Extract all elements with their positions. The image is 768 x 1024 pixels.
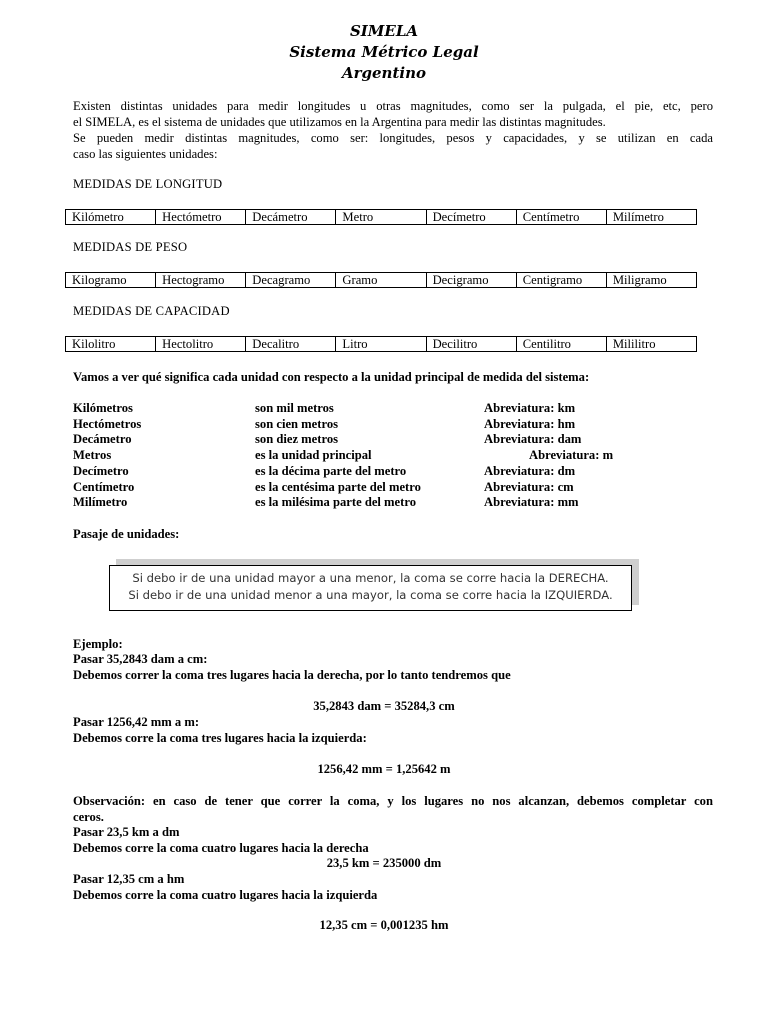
definition-meaning: es la centésima parte del metro: [255, 479, 421, 494]
definition-meaning: es la unidad principal: [255, 448, 372, 463]
definition-unit: Milímetro: [73, 495, 128, 510]
example-1-task: Pasar 35,2843 dam a cm:: [73, 652, 208, 666]
example-3-result: 23,5 km = 235000 dm: [326, 856, 442, 870]
unit-cell: Decagramo: [246, 273, 336, 288]
intro-line: Se pueden medir distintas magnitudes, como ser: longitudes, pesos y capacidades, y se utilizan en cada: [73, 131, 713, 145]
definition-unit: Hectómetros: [73, 416, 142, 431]
unit-cell: Centigramo: [516, 273, 606, 288]
observation-line: Observación: en caso de tener que correr la coma, y los lugares no nos alcanzan, debemos completar con: [73, 794, 713, 808]
unit-cell: Kilolitro: [66, 337, 156, 352]
unit-cell: Centilitro: [516, 337, 606, 352]
definition-abbr: Abreviatura: m: [529, 448, 614, 463]
intro-paragraph: [73, 98, 713, 162]
example-2-result: 1256,42 mm = 1,25642 m: [317, 762, 451, 776]
table-capacidad: [65, 336, 697, 352]
definition-unit: Metros: [73, 448, 112, 463]
rule-line-1: Si debo ir de una unidad mayor a una menor, la coma se corre hacia la DERECHA.: [132, 571, 609, 585]
unit-cell: Decalitro: [246, 337, 336, 352]
definition-abbr: Abreviatura: dm: [484, 463, 576, 478]
example-2-instruction: Debemos corre la coma tres lugares hacia la izquierda:: [73, 731, 367, 745]
example-3-task: Pasar 23,5 km a dm: [73, 825, 180, 839]
unit-cell: Kilómetro: [66, 210, 156, 225]
table-peso: [65, 272, 697, 288]
rule-box: [109, 565, 632, 611]
example-label: Ejemplo:: [73, 637, 123, 651]
intro-line: Existen distintas unidades para medir longitudes u otras magnitudes, como ser la pulgada, el pie, etc, pero: [73, 99, 713, 113]
definition-unit: Decámetro: [73, 432, 132, 447]
definition-unit: Centímetro: [73, 479, 135, 494]
title-line-1: SIMELA: [349, 22, 419, 40]
definition-abbr: Abreviatura: cm: [484, 479, 574, 494]
example-4-result: 12,35 cm = 0,001235 hm: [319, 918, 449, 932]
example-4-instruction: Debemos corre la coma cuatro lugares hacia la izquierda: [73, 888, 378, 902]
definition-meaning: son cien metros: [255, 416, 339, 431]
unit-cell: Centímetro: [516, 210, 606, 225]
unit-cell: Hectómetro: [156, 210, 246, 225]
definition-unit: Decímetro: [73, 463, 129, 478]
definition-meaning: es la décima parte del metro: [255, 463, 407, 478]
intro-line: caso las siguientes unidades:: [73, 147, 218, 161]
example-2-task: Pasar 1256,42 mm a m:: [73, 715, 200, 729]
definition-meaning: son mil metros: [255, 401, 334, 415]
heading-capacidad: MEDIDAS DE CAPACIDAD: [73, 304, 230, 318]
unit-cell: Decilitro: [426, 337, 516, 352]
unit-cell: Kilogramo: [66, 273, 156, 288]
rule-line-2: Si debo ir de una unidad menor a una mayor, la coma se corre hacia la IZQUIERDA.: [128, 588, 613, 602]
unit-cell: Metro: [336, 210, 426, 225]
example-3-instruction: Debemos corre la coma cuatro lugares hacia la derecha: [73, 841, 369, 855]
unit-cell: Hectolitro: [156, 337, 246, 352]
unit-cell: Milímetro: [606, 210, 696, 225]
unit-cell: Decigramo: [426, 273, 516, 288]
pasaje-heading: Pasaje de unidades:: [73, 527, 180, 541]
title-line-3: Argentino: [341, 64, 427, 82]
definition-meaning: son diez metros: [255, 432, 339, 447]
observation-line: ceros.: [73, 810, 104, 824]
definition-abbr: Abreviatura: hm: [484, 416, 576, 431]
heading-longitud: MEDIDAS DE LONGITUD: [73, 177, 223, 191]
unit-cell: Miligramo: [606, 273, 696, 288]
unit-cell: Decámetro: [246, 210, 336, 225]
unit-cell: Hectogramo: [156, 273, 246, 288]
example-1-instruction: Debemos correr la coma tres lugares hacia la derecha, por lo tanto tendremos que: [73, 668, 511, 682]
meaning-intro: Vamos a ver qué significa cada unidad con respecto a la unidad principal de medida del sistema:: [73, 370, 590, 384]
unit-cell: Mililitro: [606, 337, 696, 352]
unit-cell: Litro: [336, 337, 426, 352]
definition-abbr: Abreviatura: km: [484, 401, 576, 415]
unit-cell: Gramo: [336, 273, 426, 288]
title-line-2: Sistema Métrico Legal: [289, 43, 479, 61]
example-1-result: 35,2843 dam = 35284,3 cm: [313, 699, 455, 713]
heading-peso: MEDIDAS DE PESO: [73, 240, 188, 254]
definition-unit: Kilómetros: [73, 401, 133, 415]
definition-abbr: Abreviatura: dam: [484, 432, 582, 447]
intro-line: el SIMELA, es el sistema de unidades que utilizamos en la Argentina para medir las distintas magnitudes.: [73, 115, 606, 129]
unit-cell: Decímetro: [426, 210, 516, 225]
table-longitud: [65, 209, 697, 225]
definition-abbr: Abreviatura: mm: [484, 495, 579, 510]
example-4-task: Pasar 12,35 cm a hm: [73, 872, 185, 886]
observation: [73, 793, 713, 825]
definition-meaning: es la milésima parte del metro: [255, 495, 416, 510]
